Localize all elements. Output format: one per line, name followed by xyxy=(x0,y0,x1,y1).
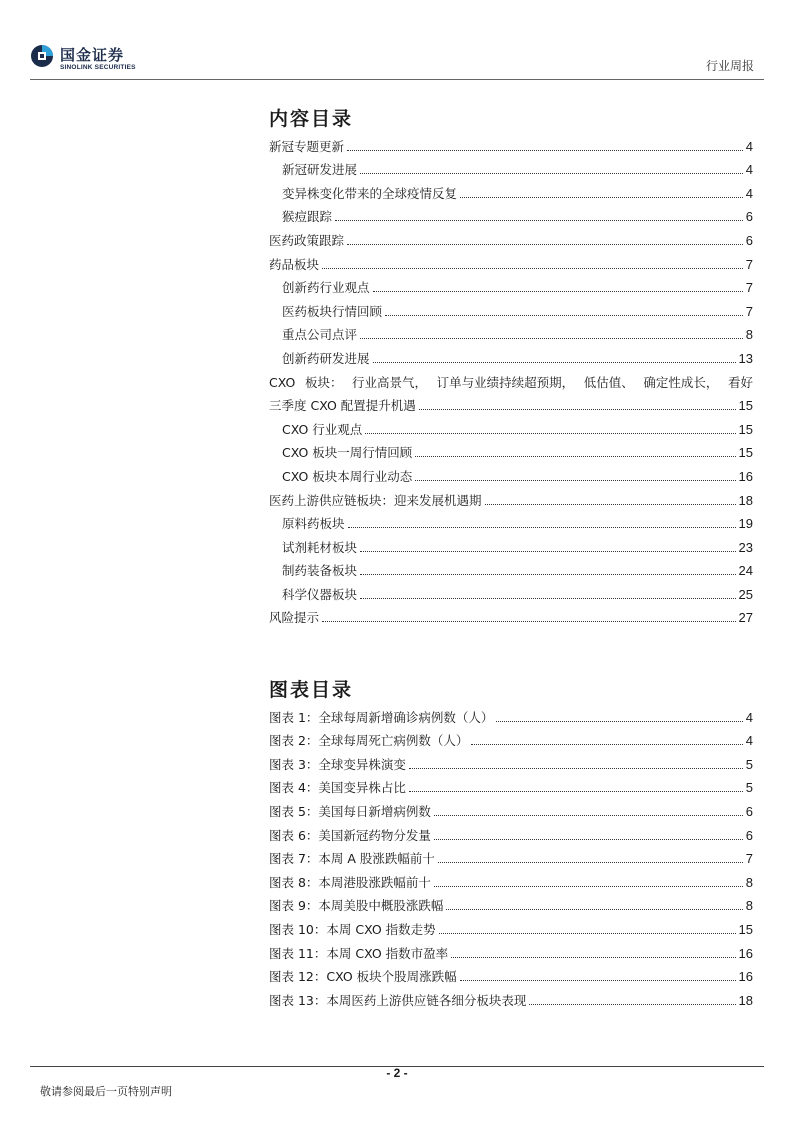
toc-item[interactable] xyxy=(269,413,753,437)
toc-item-cxo-fragment: 确定性成长， xyxy=(643,374,719,390)
toc-label: 新冠研发进展 xyxy=(282,162,358,178)
figure-item[interactable] xyxy=(269,984,753,1008)
toc-page-number: 16 xyxy=(738,468,753,484)
toc-dot-leader xyxy=(415,480,735,481)
figure-item[interactable] xyxy=(269,843,753,867)
toc-dot-leader xyxy=(409,791,743,792)
toc-item[interactable] xyxy=(269,460,753,484)
toc-page-number: 15 xyxy=(738,921,753,937)
figure-label: 图表 2：全球每周死亡病例数（人） xyxy=(269,733,469,749)
toc-page-number: 8 xyxy=(745,327,753,343)
toc-label: 科学仪器板块 xyxy=(282,586,358,602)
page-header xyxy=(0,0,794,80)
toc-page-number: 8 xyxy=(745,874,753,890)
toc-label: CXO 板块一周行情回顾 xyxy=(282,445,413,461)
figure-label: 图表 11：本周 CXO 指数市盈率 xyxy=(269,945,449,961)
toc-item[interactable] xyxy=(269,248,753,272)
toc-dot-leader xyxy=(360,551,736,552)
table-of-contents xyxy=(269,130,753,625)
toc-page-number: 7 xyxy=(745,851,753,867)
toc-dot-leader xyxy=(373,362,736,363)
toc-item-cxo-fragment: 低估值、 xyxy=(583,374,634,390)
toc-label: 新冠专题更新 xyxy=(269,138,345,154)
toc-item-cxo-fragment: 行业高景气， xyxy=(352,374,428,390)
report-type: 行业周报 xyxy=(705,59,754,73)
toc-page-number: 27 xyxy=(738,610,753,626)
toc-item[interactable] xyxy=(269,555,753,579)
toc-item[interactable] xyxy=(269,272,753,296)
toc-item-cxo-line1 xyxy=(269,366,753,390)
toc-dot-leader xyxy=(460,197,743,198)
toc-page-number: 4 xyxy=(745,185,753,201)
toc-page-number: 4 xyxy=(745,162,753,178)
toc-page-number: 15 xyxy=(738,445,753,461)
figure-label: 图表 5：美国每日新增病例数 xyxy=(269,803,431,819)
toc-item[interactable] xyxy=(269,130,753,154)
toc-item-cxo-fragment: CXO xyxy=(269,374,296,390)
figure-item[interactable] xyxy=(269,795,753,819)
figure-label: 图表 9：本周美股中概股涨跌幅 xyxy=(269,898,444,914)
toc-dot-leader xyxy=(485,504,736,505)
toc-item-cxo-fragment: 订单与业绩持续超预期， xyxy=(436,374,575,390)
toc-item-cxo-fragment: 板块： xyxy=(304,374,343,390)
figure-label: 图表 4：美国变异株占比 xyxy=(269,780,406,796)
toc-item-cxo-fragment: 看好 xyxy=(727,374,753,390)
toc-dot-leader xyxy=(348,527,736,528)
toc-dot-leader xyxy=(360,598,736,599)
toc-dot-leader xyxy=(529,1004,735,1005)
toc-item-cxo-sector[interactable] xyxy=(269,366,753,413)
toc-dot-leader xyxy=(446,909,742,910)
toc-label: 医药政策跟踪 xyxy=(269,232,345,248)
figure-item[interactable] xyxy=(269,913,753,937)
toc-page-number: 15 xyxy=(738,421,753,437)
toc-dot-leader xyxy=(415,456,735,457)
toc-page-number: 24 xyxy=(738,563,753,579)
toc-dot-leader xyxy=(365,433,735,434)
toc-dot-leader xyxy=(347,244,743,245)
figure-item[interactable] xyxy=(269,748,753,772)
logo-text-en: SINOLINK SECURITIES xyxy=(60,64,136,71)
toc-page-number: 6 xyxy=(745,827,753,843)
toc-item[interactable] xyxy=(269,224,753,248)
toc-page-number: 13 xyxy=(738,350,753,366)
toc-page-number: 5 xyxy=(745,756,753,772)
toc-dot-leader xyxy=(434,815,743,816)
figure-item[interactable] xyxy=(269,961,753,985)
toc-page-number: 4 xyxy=(745,709,753,725)
toc-label: 变异株变化带来的全球疫情反复 xyxy=(282,185,458,201)
figure-label: 图表 13：本周医药上游供应链各细分板块表现 xyxy=(269,992,527,1008)
toc-page-number: 18 xyxy=(738,492,753,508)
toc-page-number: 5 xyxy=(745,780,753,796)
toc-dot-leader xyxy=(434,839,743,840)
figure-item[interactable] xyxy=(269,725,753,749)
list-of-figures xyxy=(269,701,753,1008)
figure-item[interactable] xyxy=(269,701,753,725)
toc-page-number: 6 xyxy=(745,803,753,819)
toc-label: CXO 行业观点 xyxy=(282,421,363,437)
figure-label: 图表 10：本周 CXO 指数走势 xyxy=(269,921,436,937)
toc-item[interactable] xyxy=(269,602,753,626)
figure-label: 图表 3：全球变异株演变 xyxy=(269,756,406,772)
toc-page-number: 23 xyxy=(738,539,753,555)
toc-label: 药品板块 xyxy=(269,256,320,272)
toc-label: 试剂耗材板块 xyxy=(282,539,358,555)
toc-dot-leader xyxy=(322,268,743,269)
toc-dot-leader xyxy=(385,315,743,316)
page-number: - 2 - xyxy=(386,1066,408,1080)
toc-item[interactable] xyxy=(269,201,753,225)
toc-item-cxo-line2: 三季度 CXO 配置提升机遇 xyxy=(269,398,416,414)
disclaimer-note: 敬请参阅最后一页特别声明 xyxy=(40,1085,172,1098)
toc-page-number: 19 xyxy=(738,516,753,532)
toc-page-number: 16 xyxy=(738,945,753,961)
figure-item[interactable] xyxy=(269,866,753,890)
toc-label: 创新药行业观点 xyxy=(282,280,370,296)
figure-item[interactable] xyxy=(269,772,753,796)
toc-label: 医药上游供应链板块：迎来发展机遇期 xyxy=(269,492,482,508)
toc-dot-leader xyxy=(347,150,743,151)
toc-label: 重点公司点评 xyxy=(282,327,358,343)
toc-item[interactable] xyxy=(269,437,753,461)
toc-page-number: 4 xyxy=(745,733,753,749)
toc-item[interactable] xyxy=(269,484,753,508)
toc-label: 原料药板块 xyxy=(282,516,345,532)
toc-label: 风险提示 xyxy=(269,610,320,626)
toc-item[interactable] xyxy=(269,154,753,178)
toc-page-number: 7 xyxy=(745,280,753,296)
toc-page-number: 16 xyxy=(738,969,753,985)
toc-dot-leader xyxy=(438,862,743,863)
toc-dot-leader xyxy=(360,338,743,339)
figure-label: 图表 7：本周 A 股涨跌幅前十 xyxy=(269,851,435,867)
toc-dot-leader xyxy=(471,744,742,745)
toc-item[interactable] xyxy=(269,177,753,201)
toc-dot-leader xyxy=(373,291,743,292)
toc-page-number: 7 xyxy=(745,303,753,319)
toc-dot-leader xyxy=(322,621,736,622)
figure-label: 图表 1：全球每周新增确诊病例数（人） xyxy=(269,709,494,725)
toc-page-number: 15 xyxy=(738,398,753,414)
figure-label: 图表 12：CXO 板块个股周涨跌幅 xyxy=(269,969,457,985)
toc-label: 猴痘跟踪 xyxy=(282,209,333,225)
toc-dot-leader xyxy=(439,933,736,934)
toc-item[interactable] xyxy=(269,578,753,602)
toc-item[interactable] xyxy=(269,295,753,319)
figure-label: 图表 6：美国新冠药物分发量 xyxy=(269,827,431,843)
toc-page-number: 18 xyxy=(738,992,753,1008)
toc-item[interactable] xyxy=(269,342,753,366)
toc-item[interactable] xyxy=(269,531,753,555)
toc-item[interactable] xyxy=(269,508,753,532)
header-divider xyxy=(30,79,764,80)
toc-page-number: 7 xyxy=(745,256,753,272)
toc-page-number: 25 xyxy=(738,586,753,602)
toc-dot-leader xyxy=(335,220,743,221)
toc-dot-leader xyxy=(360,574,736,575)
toc-label: 制药装备板块 xyxy=(282,563,358,579)
toc-page-number: 6 xyxy=(745,232,753,248)
figure-label: 图表 8：本周港股涨跌幅前十 xyxy=(269,874,431,890)
toc-page-number: 4 xyxy=(745,138,753,154)
toc-item[interactable] xyxy=(269,319,753,343)
toc-title: 内容目录 xyxy=(269,108,354,130)
figures-title: 图表目录 xyxy=(269,679,354,701)
logo-text-cn: 国金证券 xyxy=(60,46,125,64)
toc-dot-leader xyxy=(451,957,735,958)
toc-dot-leader xyxy=(460,980,736,981)
toc-dot-leader xyxy=(360,173,743,174)
toc-label: 医药板块行情回顾 xyxy=(282,303,383,319)
toc-dot-leader xyxy=(419,409,736,410)
toc-label: 创新药研发进展 xyxy=(282,350,370,366)
figure-item[interactable] xyxy=(269,819,753,843)
figure-item[interactable] xyxy=(269,890,753,914)
figure-item[interactable] xyxy=(269,937,753,961)
toc-label: CXO 板块本周行业动态 xyxy=(282,468,413,484)
toc-dot-leader xyxy=(409,768,743,769)
toc-page-number: 6 xyxy=(745,209,753,225)
toc-page-number: 8 xyxy=(745,898,753,914)
toc-dot-leader xyxy=(496,721,742,722)
toc-dot-leader xyxy=(434,886,743,887)
sinolink-logo-icon xyxy=(30,44,54,68)
